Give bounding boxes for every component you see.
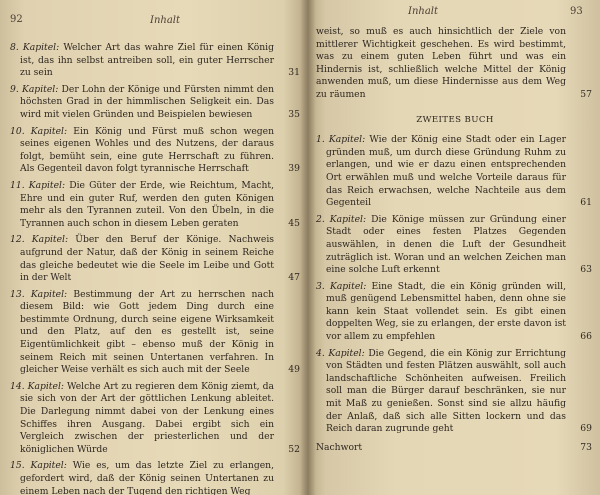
toc-entry: [10, 289, 302, 377]
chapter-label: 12. Kapitel:: [10, 234, 69, 246]
page-number: 47: [288, 272, 300, 284]
page-number: 57: [580, 88, 592, 100]
page-number: 39: [288, 163, 300, 175]
chapter-text: Die Gegend, die ein König zur Errichtung von Städten und festen Plätzen auswählt, soll auch landschaftliche Schönheiten aufweisen. Freilich soll man die Bürger darauf beschränken, sie nur mit Maß zu genießen. Sonst sind sie allzu häufig der Anlaß, daß sich alle Sitten lockern und das Reich daran zugrunde geht: [326, 347, 566, 435]
page-number: 69: [580, 423, 592, 435]
toc-entry: [316, 214, 594, 277]
chapter-label: 8. Kapitel:: [10, 42, 60, 53]
right-folio: 93: [570, 6, 583, 17]
page-number: 52: [288, 443, 300, 455]
nachwort-label: Nachwort: [316, 441, 363, 453]
page-number: 31: [288, 67, 300, 79]
book-heading: ZWEITES BUCH: [416, 114, 494, 125]
chapter-label: 13. Kapitel:: [10, 288, 68, 300]
chapter-label: 9. Kapitel:: [10, 83, 59, 95]
chapter-text: Wie der König eine Stadt oder ein Lager gründen muß, um durch diese Gründung Ruhm zu erlangen, und wie er dazu einen entsprechenden Ort erwählen muß und welche Vorteile daraus für das Reich erwachsen, welche Nachteile aus dem Gegenteil: [326, 134, 567, 209]
right-running-head: Inhalt: [408, 6, 439, 17]
page-number: 63: [580, 264, 592, 276]
continuation-text: weist, so muß es auch hinsichtlich der Ziele von mittlerer Wichtigkeit geschehen. Es wird bestimmt, was zu einem guten Leben führt und was ein Hindernis ist, schließlich welche Mittel der König anwenden muß, um diese Hindernisse aus dem Weg zu räumen: [316, 26, 566, 100]
toc-entry-continuation: [316, 26, 594, 102]
chapter-label: 3. Kapitel:: [316, 280, 367, 292]
page-number: 73: [580, 441, 592, 453]
chapter-text: Welcher Art das wahre Ziel für einen König ist, das ihn selbst antreiben soll, ein guter Herrscher zu sein: [20, 42, 274, 79]
chapter-text: Eine Stadt, die ein König gründen will, muß genügend Lebensmittel haben, denn ohne sie kann kein Staat vollendet sein. Es gibt einen doppelten Weg, sie zu erlangen, der erste davon ist vor allem zu empfehlen: [326, 280, 567, 343]
left-toc: [10, 42, 302, 495]
chapter-label: 2. Kapitel:: [316, 213, 367, 225]
page-number: 66: [580, 331, 592, 343]
chapter-text: Ein König und Fürst muß schon wegen seines eigenen Wohles und des Nutzens, der daraus folgt, bemüht sein, eine gute Herrschaft zu führen. Als Gegenteil davon folgt tyrannische Herrschaft: [20, 125, 275, 175]
toc-entry: [10, 460, 302, 495]
left-folio: 92: [10, 14, 23, 25]
page-number: 35: [288, 108, 300, 120]
toc-entry: [10, 381, 302, 457]
chapter-text: Über den Beruf der Könige. Nachweis aufgrund der Natur, daß der König in seinem Reiche das gleiche bedeutet wie die Seele im Leibe und Gott in der Welt: [20, 234, 274, 284]
toc-entry: [316, 281, 594, 344]
toc-entry: [316, 134, 594, 210]
toc-entry: [10, 84, 302, 122]
chapter-label: 11. Kapitel:: [10, 179, 66, 191]
chapter-text: Der Lohn der Könige und Fürsten nimmt den höchsten Grad in der himmlischen Seligkeit ein. Das wird mit vielen Gründen und Beispielen bewiesen: [20, 83, 275, 120]
toc-entry: [10, 180, 302, 230]
chapter-text: Die Güter der Erde, wie Reichtum, Macht, Ehre und ein guter Ruf, werden den guten Königen mehr als den Tyrannen zuteil. Von den Übeln, in die Tyrannen auch schon in diesem Leben geraten: [20, 179, 274, 229]
chapter-text: Bestimmung der Art zu herrschen nach diesem Bild: wie Gott jedem Ding durch eine bestimmte Ordnung, durch seine eigene Wirksamkeit und den Platz, auf den es gestellt ist, seine Eigentümlichkeit gibt – ebenso muß der König in seinem Reich mit seinen Untertanen verfahren. In gleicher Weise verhält es sich auch mit der Seele: [20, 288, 275, 376]
chapter-label: 1. Kapitel:: [316, 134, 366, 146]
chapter-text: Wie es, um das letzte Ziel zu erlangen, gefordert wird, daß der König seinen Untertanen zu einem Leben nach der Tugend den richtigen Weg: [20, 460, 275, 495]
toc-entry: [10, 126, 302, 176]
page-number: 45: [288, 217, 300, 229]
chapter-label: 4. Kapitel:: [316, 347, 365, 359]
chapter-text: Welche Art zu regieren dem König ziemt, da sie sich von der Art der göttlichen Lenkung ableitet. Die Darlegung nimmt dabei von der Lenkung eines Schiffes ihren Ausgang. Dabei ergibt sich ein Vergleich zwischen der priesterlichen und der königlichen Würde: [20, 380, 275, 455]
toc-entry: [10, 234, 302, 284]
page-number: 49: [288, 364, 300, 376]
right-page: [308, 0, 600, 495]
chapter-label: 15. Kapitel:: [10, 460, 67, 472]
left-running-head: Inhalt: [150, 15, 181, 26]
page-number: 61: [580, 197, 592, 209]
right-toc: [316, 26, 594, 458]
toc-entry: [10, 42, 302, 80]
toc-entry: [316, 348, 594, 436]
toc-entry-nachwort: [316, 442, 594, 455]
chapter-text: Die Könige müssen zur Gründung einer Stadt oder eines festen Platzes Gegenden auswählen, in denen die Luft der Gesundheit zuträglich ist. Woran und an welchen Zeichen man eine solche Luft erkennt: [326, 213, 566, 276]
chapter-label: 14. Kapitel:: [10, 380, 64, 392]
chapter-label: 10. Kapitel:: [10, 125, 68, 137]
book-gutter: [300, 0, 316, 495]
